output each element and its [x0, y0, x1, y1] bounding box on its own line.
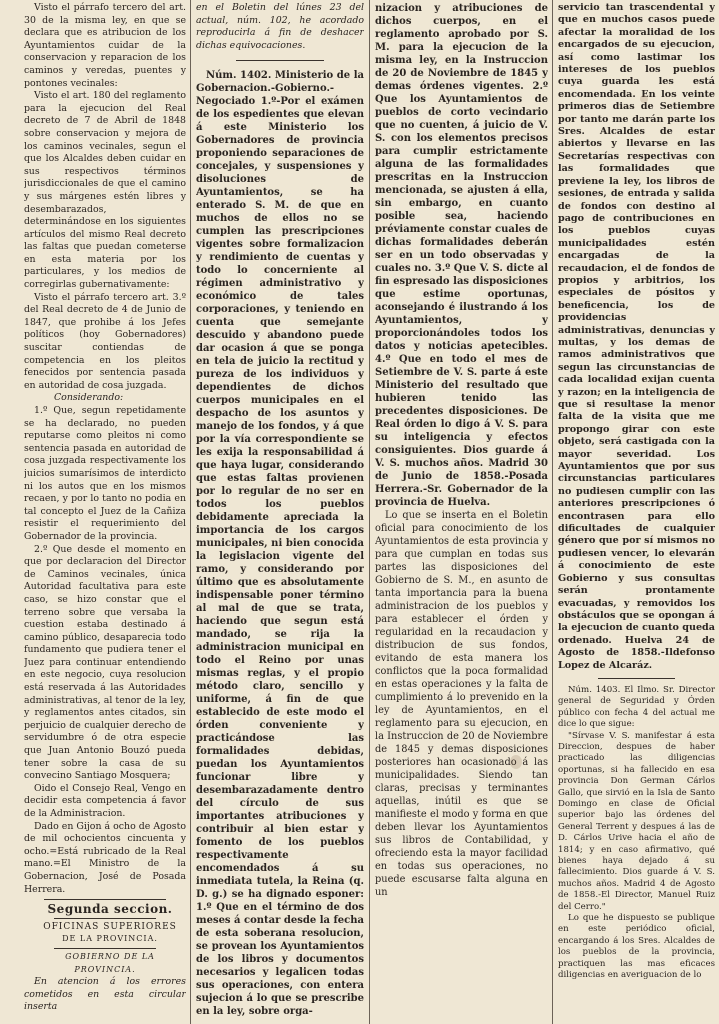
paragraph: "Sírvase V. S. manifestar á esta Direccion, despues de haber practicado las diligencias oportunas, si ha fallecido en esa provincia Don German Cárlos Gallo, que sirvió en la Isla de Santo Domingo en clase de Oficial superior bajo las órdenes del General Terrent y despues á las de D. Cárlos Urive hacia el año de 1814; y en caso afirmativo, qué bienes haya dejado á su fallecimiento. Dios guarde á V. S. muchos años. Madrid 4 de Agosto de 1858.-El Director, Manuel Ruiz del Cerro.": [558, 730, 715, 912]
paragraph: Oido el Consejo Real, Vengo en decidir esta competencia á favor de la Administracion.: [24, 782, 186, 819]
decree-1402: Núm. 1402. Ministerio de la Gobernacion.-Gobierno.-Negociado 1.º-Por el exámen de los espedientes que elevan á este Ministerio los Gobernadores de provincia proponiendo separaciones de concejales, y suspensiones y disoluciones de Ayuntamientos, se ha enterado S. M. de que en muchos de ellos no se cumplen las prescripciones vigentes sobre formalizacion y rendimiento de cuentas y todo lo concerniente al régimen administrativo y económico de tales corporaciones, y teniendo en cuenta que semejante descuido y abandono puede dar ocasion á que se ponga en tela de juicio la rectitud y pureza de los individuos y dependientes de dichos cuerpos municipales en el despacho de los asuntos y manejo de los fondos, y á que por la vía correspondiente se les exija la responsabilidad á que haya lugar, considerando que estas faltas provienen por lo regular de no ser en todos los pueblos debidamente apreciada la importancia de los cargos municipales, ni bien conocida la legislacion vigente del ramo, y considerando por último que es absolutamente indispensable poner término al mal de que se trata, haciendo que segun está mandado, se rija la administracion municipal en todo el Reino por unas mismas reglas, y el propio método claro, sencillo y uniforme, á fin de que establecido de este modo el órden conveniente y practicándose las formalidades debidas, puedan los Ayuntamientos funcionar libre y desembarazadamente dentro del círculo de sus importantes atribuciones y contribuir al bien estar y fomento de los pueblos respectivamente encomendados á su inmediata tutela, la Reina (q. D. g.) se ha dignado esponer: 1.º Que en el término de dos meses á contar desde la fecha de esta soberana resolucion, se provean los Ayuntamientos de los libros y documentos necesarios y legalicen todas sus operaciones, con entera sujecion á lo que se prescribe en la ley, sobre orga-: [196, 70, 364, 1018]
divider: [236, 60, 324, 61]
decree-1402-continued: nizacion y atribuciones de dichos cuerpos, en el reglamento aprobado por S. M. para la ejecucion de la misma ley, en la Instruccion de 20 de Noviembre de 1845 y demas órdenes vigentes. 2.º Que los Ayuntamientos de pueblos de corto vecindario que no cuenten, á juicio de V. S. con los elementos precisos para cumplir estrictamente alguna de las formalidades prescritas en la Instruccion mencionada, se ajusten á ella, sin embargo, en cuanto posible sea, haciendo préviamente constar cuales de dichas formalidades deberán ser en un todo observadas y cuales no. 3.º Que V. S. dicte al fin espresado las disposiciones que estime oportunas, aconsejando é ilustrando á los Ayuntamientos, y proporcionándoles todos los datos y noticias apetecibles. 4.º Que en todo el mes de Setiembre de V. S. parte á este Ministerio del resultado que hubieren tenido las precedentes disposiciones. De Real órden lo digo á V. S. para su inteligencia y efectos consiguientes. Dios guarde á V. S. muchos años. Madrid 30 de Junio de 1858.-Posada Herrera.-Sr. Gobernador de la provincia de Huelva.: [375, 3, 548, 508]
divider: [44, 899, 166, 900]
paragraph: Visto el párrafo tercero del art. 30 de la misma ley, en que se declara que es atribucion de los Ayuntamientos cuidar de la conservacion y reparacion de los caminos y veredas, puentes y pontones vecinales:: [24, 2, 186, 89]
paragraph: 1.º Que, segun repetidamente se ha declarado, no pueden reputarse como pleitos ni como sentencia pasada en autoridad de cosa juzgada respectivamente los juicios sumarísimos de interdicto ni los autos que en los mismos recaen, y por lo tanto no podia en tal concepto el Juez de la Cañiza resistir el requerimiento del Gobernador de la provincia.: [24, 405, 186, 542]
column-rule: [369, 0, 370, 1024]
paragraph: Lo que se inserta en el Boletin oficial para conocimiento de los Ayuntamientos de esta provincia y para que cumplan en todas sus partes las disposiciones del Gobierno de S. M., en asunto de tanta importancia para la buena administracion de los pueblos y para establecer el órden y regularidad en la recaudacion y distribucion de sus fondos, evitando de esta manera los conflictos que la poca formalidad en estas operaciones y la falta de cumplimiento á lo prevenido en la ley de Ayuntamientos, en el reglamento para su ejecucion, en la Instruccion de 20 de Noviembre de 1845 y demas disposiciones posteriores han ocasionado á las municipalidades. Siendo tan claras, precisas y terminantes aquellas, inútil es que se manifieste el modo y forma en que deben llevar los Ayuntamientos sus libros de Contabilidad, y ofreciendo esta la mayor facilidad en todas sus operaciones, no puede escusarse falta alguna en un: [375, 510, 548, 898]
column-1: [24, 2, 186, 1018]
column-rule: [190, 0, 191, 1024]
divider: [54, 918, 156, 919]
paragraph: Lo que he dispuesto se publique en este periódico oficial, encargando á los Sres. Alcaldes de los pueblos de la provincia, practiquen las mas eficaces diligencias en averiguacion de lo: [558, 913, 715, 981]
paragraph: Dado en Gijon á ocho de Agosto de mil ochocientos cincuenta y ocho.=Está rubricado de la Real mano.=El Ministro de la Gobernacion, José de Posada Herrera.: [24, 820, 186, 895]
divider: [598, 678, 675, 679]
paragraph: 2.º Que desde el momento en que por declaracion del Director de Caminos vecinales, única Autoridad facultativa para este caso, se hizo constar que el terreno sobre que versaba la cuestion estaba destinado á camino público, desaparecia todo fundamento que pudiera tener el Juez para continuar entendiendo en este negocio, cuya resolucion está reservada á las Autoridades administrativas, al tenor de la ley, y reglamentos antes citados, sin perjuicio de cualquier derecho de servidumbre ó de otra especie que Juan Antonio Bouzó pueda tener sobre la casa de su convecino Santiago Mosquera;: [24, 543, 186, 782]
decree-1403: Núm. 1403. El Ilmo. Sr. Director general de Seguridad y Órden público con fecha 4 del actual me dice lo que sigue:: [558, 684, 715, 730]
considering-label: Considerando:: [54, 392, 124, 404]
government-heading: GOBIERNO DE LA PROVINCIA.: [65, 951, 155, 974]
divider: [54, 948, 156, 949]
column-2: [196, 2, 364, 1018]
paragraph: servicio tan trascendental y que en muchos casos puede afectar la moralidad de los encargados de su ejecucion, así como lastimar los intereses de los pueblos cuya guarda les está encomendada. En los veinte primeros dias de Setiembre por tanto me darán parte los Sres. Alcaldes de estar abiertos y llevarse en las Secretarías respectivas con las formalidades que previene la ley, los libros de sesiones, de entrada y salida de fondos con destino al pago de contribuciones en los pueblos cuyas municipalidades estén encargadas de la recaudacion, el de fondos de propios y arbitrios, los especiales de pósitos y beneficencia, los de providencias administrativas, denuncias y multas, y los demas de ramos administrativos que segun las circunstancias de cada localidad exijan cuenta y razon; en la inteligencia de que si resultase la menor falta de la visita que me propongo girar con este objeto, será castigada con la mayor severidad. Los Ayuntamientos que por sus circunstancias particulares no pudiesen cumplir con las anteriores prescripciones ó encontrasen para ello dificultades de cualquier género que por sí mismos no pudiesen vencer, lo elevarán á conocimiento de este Gobierno y sus consultas serán prontamente evacuadas, y removidos los obstáculos que se opongan á la ejecucion de cuanto queda ordenado. Huelva 24 de Agosto de 1858.-Ildefonso Lopez de Alcaráz.: [558, 2, 715, 671]
column-3: [375, 2, 548, 1018]
paragraph: En atencion á los errores cometidos en esta circular inserta: [24, 976, 186, 1013]
section-title: Segunda seccion.: [47, 902, 173, 917]
paragraph: Visto el párrafo tercero art. 3.º del Real decreto de 4 de Junio de 1847, que prohibe á los Jefes políticos (hoy Gobernadores) suscitar contiendas de competencia en los pleitos fenecidos por sentencia pasada en autoridad de cosa juzgada.: [24, 291, 186, 391]
ink-stain: [640, 95, 648, 103]
offices-heading: OFICINAS SUPERIORES: [43, 921, 177, 932]
paragraph: Visto el art. 180 del reglamento para la ejecucion del Real decreto de 7 de Abril de 1848 sobre conservacion y mejora de los caminos vecinales, segun el que los Alcaldes deben cuidar en sus respectivos términos jurisdiccionales de que el camino y sus márgenes estén libres y desembarazados, determinándose en los siguientes artículos del mismo Real decreto las faltas que puedan cometerse en esta materia por los particulares, y los medios de corregirlas gubernativamente:: [24, 90, 186, 291]
column-4: [558, 2, 715, 1018]
offices-subheading: DE LA PROVINCIA.: [62, 934, 158, 944]
column-rule: [552, 0, 553, 1024]
paragraph: en el Boletin del lúnes 23 del actual, núm. 102, he acordado reproducirla á fin de deshacer dichas equivocaciones.: [196, 2, 364, 51]
ink-stain: [510, 755, 522, 769]
